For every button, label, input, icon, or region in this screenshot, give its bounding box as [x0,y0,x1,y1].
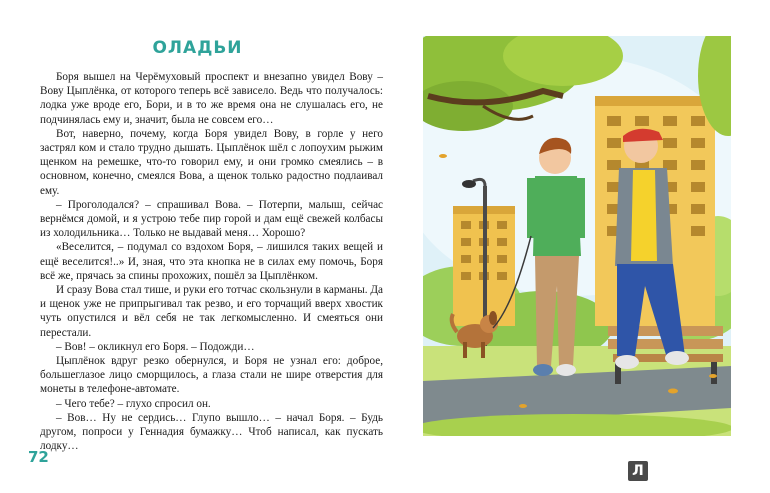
paragraph: Боря вышел на Черёмуховый проспект и внезапно увидел Вову – Вову Цыплёнка, от которого теперь всё зависело. Ведь что получалось: лодка уже вроде его, Бори, и в то же время она не слушалась его, не подчинялась ему и, значит, была не совсем его… [40,71,383,126]
litres-logo-icon: Л [628,461,648,481]
right-page [395,0,770,493]
chapter-title: ОЛАДЬИ [152,38,243,58]
page-number: 72 [28,448,49,466]
paragraph: – Проголодался? – спрашивал Вова. – Потерпи, малыш, сейчас вернёмся домой, и я устрою тебе пир горой и дам ещё свежей колбасы из холодильника… Только не выдавай меня… Хорошо? [40,198,383,240]
body-text [40,70,383,453]
paragraph: Вот, наверно, почему, когда Боря увидел Вову, в горле у него застрял ком и стало трудно дышать. Цыплёнок шёл с лопоухим рыжим щенком на ремешке, что-то говорил ему, и они громко смеялись – в основном, конечно, смеялся Вова, а щенок только радостно подлаивал ему. [40,127,383,197]
paragraph: Цыплёнок вдруг резко обернулся, и Боря не узнал его: доброе, большеглазое лицо сморщилось, а глаза стали не шире отверстия для монеты в телефоне-автомате. [40,355,383,396]
story-illustration [423,36,731,436]
paragraph: – Вов! – окликнул его Боря. – Подожди… [56,340,255,353]
paragraph: – Вов… Ну не сердись… Глупо вышло… – начал Боря. – Будь другом, попроси у Геннадия бумажку… Чтоб написал, как пускать лодку… [40,411,383,453]
paragraph: – Чего тебе? – глухо спросил он. [56,397,211,410]
paragraph: И сразу Вова стал тише, и руки его тотчас скользнули в карманы. Да и щенок уже не припрыгивал так резво, и его торчащий вверх хвостик чуть опустился и вёл себя не так легкомысленно. И смеяться они перестали. [40,284,383,339]
paragraph: «Веселится, – подумал со вздохом Боря, – лишился таких вещей и ещё веселится!..» И, зная, что эта кнопка не в силах ему помочь, Боря всё же, прячась за спины прохожих, пошёл за Цыплёнком. [40,241,383,282]
